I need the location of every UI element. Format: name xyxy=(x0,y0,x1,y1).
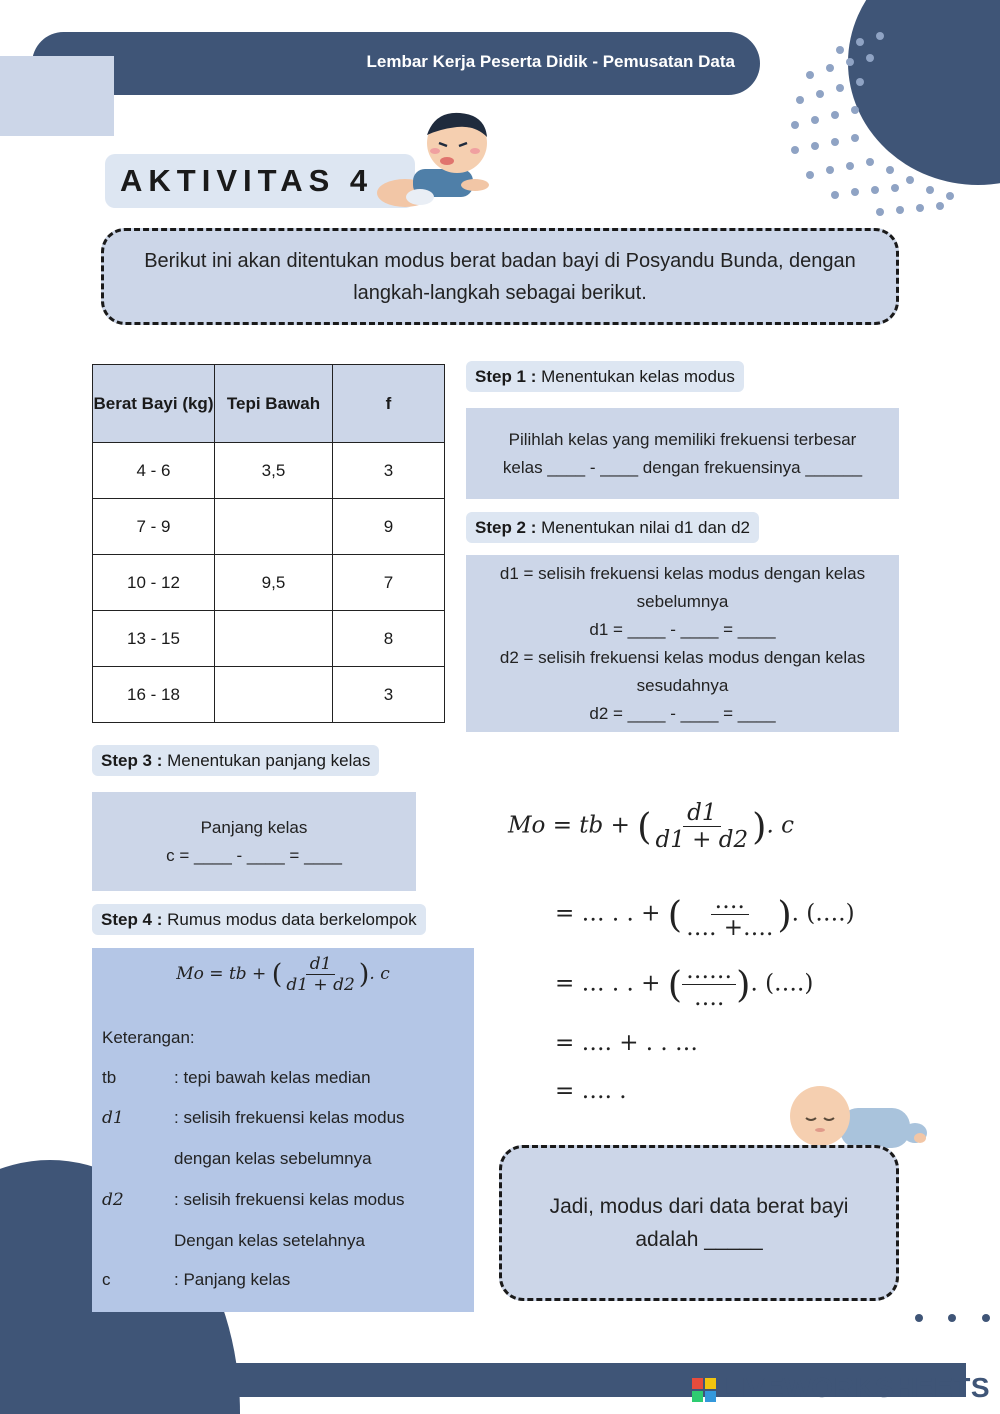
table-cell: 10 - 12 xyxy=(93,555,215,611)
step2-d2-definition: d2 = selisih frekuensi kelas modus dengan kelas xyxy=(499,647,866,667)
conclusion-box[interactable] xyxy=(499,1145,899,1301)
calc-line-1[interactable]: = … . . + ( $\frac{\dots.}{\dots. +\dots.}$ ). (….) xyxy=(555,888,855,941)
keterangan-heading: Keterangan: xyxy=(102,1028,195,1047)
step1-instruction: Pilihlah kelas yang memiliki frekuensi terbesar xyxy=(508,429,857,449)
table-row xyxy=(93,667,445,723)
decorative-dot xyxy=(948,1314,956,1322)
step4-formula: Mo = tb + ( $\frac{d1}{d1 + d2}$ ). c xyxy=(176,954,390,995)
decorative-dots xyxy=(780,20,1000,220)
liveworksheets-logo-icon xyxy=(692,1378,716,1402)
header-title: Lembar Kerja Peserta Didik - Pemusatan Data xyxy=(366,52,735,71)
header-tepi-bawah: Tepi Bawah xyxy=(215,365,333,443)
table-header-row xyxy=(93,365,445,443)
step2-d2-definition-cont: sesudahnya xyxy=(636,675,729,695)
decorative-square xyxy=(0,56,114,136)
table-cell: 9,5 xyxy=(215,555,333,611)
decorative-dot xyxy=(982,1314,990,1322)
table-row xyxy=(93,499,445,555)
table-cell: 9 xyxy=(333,499,445,555)
step2-d1-definition-cont: sebelumnya xyxy=(636,591,729,611)
conclusion-text: Jadi, modus dari data berat bayi adalah _____ xyxy=(549,1195,849,1251)
crying-baby-illustration xyxy=(365,105,505,220)
table-cell: 7 - 9 xyxy=(93,499,215,555)
step2-d1-definition: d1 = selisih frekuensi kelas modus dengan kelas xyxy=(499,563,866,583)
table-cell: 13 - 15 xyxy=(93,611,215,667)
keterangan-item: tb : tepi bawah kelas median xyxy=(102,1068,371,1087)
calc-line-2[interactable]: = … . . + ( $\frac{\dots\dots}{\dots.}$ ). (….) xyxy=(555,958,814,1011)
step1-answer-line[interactable]: kelas ____ - ____ dengan frekuensinya ______ xyxy=(502,457,863,477)
intro-box xyxy=(101,228,899,325)
keterangan-item: d2 : selisih frekuensi kelas modus xyxy=(102,1190,405,1210)
table-cell: 8 xyxy=(333,611,445,667)
keterangan-item: d1 : selisih frekuensi kelas modus xyxy=(102,1108,405,1128)
tepi-bawah-input[interactable] xyxy=(215,611,333,667)
intro-text: Berikut ini akan ditentukan modus berat badan bayi di Posyandu Bunda, dengan langkah-langkah sebagai berikut. xyxy=(144,249,856,304)
step3-title: Panjang kelas xyxy=(200,817,308,837)
header-frekuensi: f xyxy=(333,365,445,443)
step2-box xyxy=(466,555,899,732)
table-row xyxy=(93,555,445,611)
calc-line-4[interactable]: = …. . xyxy=(555,1078,627,1104)
table-cell: 16 - 18 xyxy=(93,667,215,723)
keterangan-item: c : Panjang kelas xyxy=(102,1270,291,1289)
step3-label: Step 3 : Menentukan panjang kelas xyxy=(92,745,379,776)
table-row xyxy=(93,443,445,499)
step2-d2-answer[interactable]: d2 = ____ - ____ = ____ xyxy=(589,703,776,723)
table-row xyxy=(93,611,445,667)
data-table xyxy=(92,364,445,723)
decorative-dot xyxy=(915,1314,923,1322)
step4-box: Mo = tb + ( $\frac{d1}{d1 + d2}$ ). c Keterangan: tb : tepi bawah kelas median d1 : selisih frekuensi kelas modus dengan kelas sebelumnya d2 : selisih frekuensi kelas modus Dengan kelas setelahnya c : Panjang kelas xyxy=(92,948,474,1312)
step1-label: Step 1 : Menentukan kelas modus xyxy=(466,361,744,392)
step2-label: Step 2 : Menentukan nilai d1 dan d2 xyxy=(466,512,759,543)
step4-label: Step 4 : Rumus modus data berkelompok xyxy=(92,904,426,935)
table-cell: 4 - 6 xyxy=(93,443,215,499)
calc-line-3[interactable]: = …. + . . … xyxy=(555,1030,699,1056)
table-cell: 3,5 xyxy=(215,443,333,499)
step3-box xyxy=(92,792,416,891)
step1-box xyxy=(466,408,899,499)
tepi-bawah-input[interactable] xyxy=(215,667,333,723)
table-cell: 7 xyxy=(333,555,445,611)
header-berat-bayi: Berat Bayi (kg) xyxy=(93,365,215,443)
table-cell: 3 xyxy=(333,443,445,499)
step2-d1-answer[interactable]: d1 = ____ - ____ = ____ xyxy=(589,619,776,639)
footer-brand: LIVEWORKSHEETS xyxy=(690,1372,990,1404)
modus-formula: Mo = tb + ( $\frac{d1}{d1 + d2}$ ). c xyxy=(508,800,794,853)
tepi-bawah-input[interactable] xyxy=(215,499,333,555)
activity-title: AKTIVITAS 4 xyxy=(120,163,374,198)
table-cell: 3 xyxy=(333,667,445,723)
step3-answer[interactable]: c = ____ - ____ = ____ xyxy=(166,845,342,865)
